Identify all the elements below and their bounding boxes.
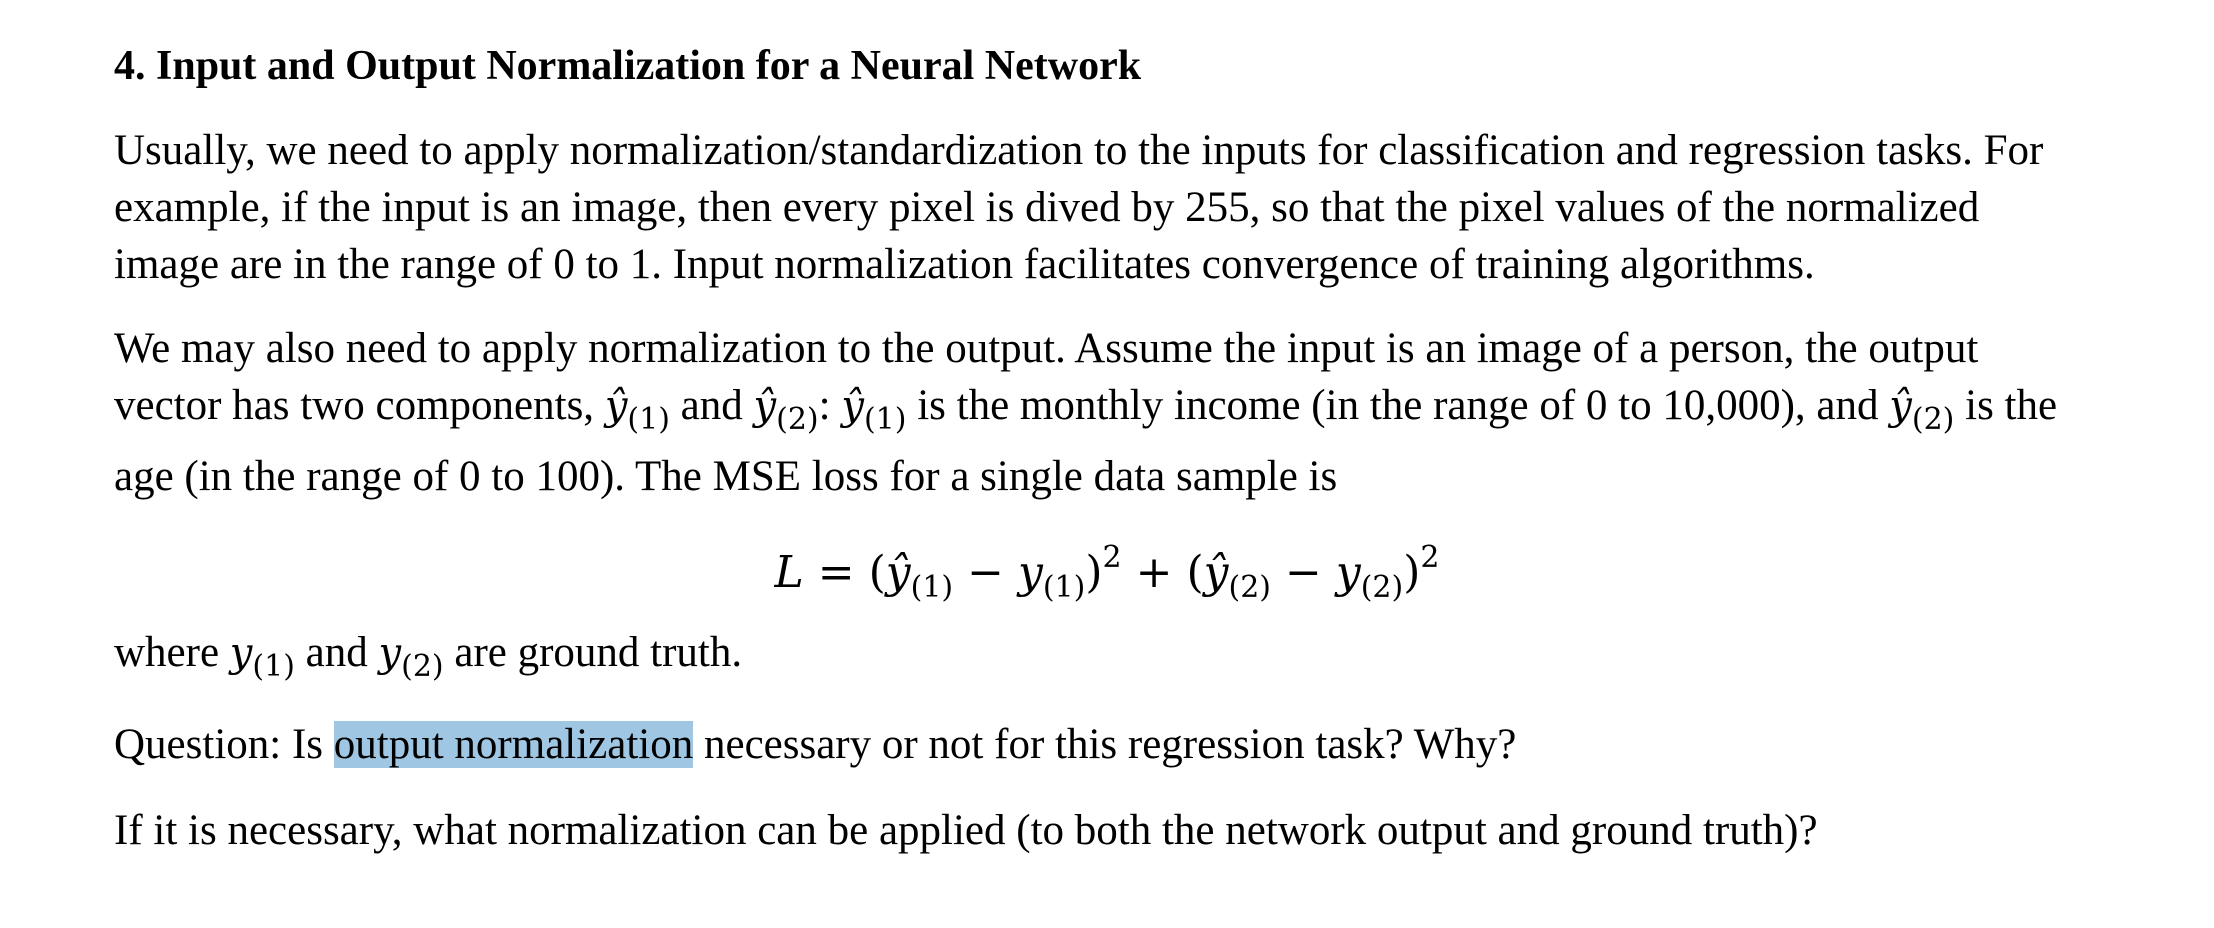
math-yhat-1: $ŷ_{(1)}$ <box>841 383 907 437</box>
paragraph-output-normalization <box>114 320 2148 505</box>
followup-question: If it is necessary, what normalization can be applied (to both the network output and ground truth)? <box>114 807 1818 854</box>
para2-text: : <box>818 382 842 429</box>
para2-line-3: age (in the range of 0 to 100). The MSE loss for a single data sample is <box>114 453 1338 500</box>
math-yhat-1: $ŷ_{(1)}$ <box>604 383 670 437</box>
paragraph-input-normalization <box>114 122 2148 293</box>
math-yhat-2: $ŷ_{(2)}$ <box>1889 383 1955 437</box>
para1-line-2: example, if the input is an image, then every pixel is dived by 255, so that the pixel values of the normalized <box>114 184 1980 231</box>
para2-text: is the <box>1954 382 2058 429</box>
para2-text: vector has two components, <box>114 382 605 429</box>
para2-text: is the monthly income (in the range of 0 to 10,000), and <box>906 382 1890 429</box>
selected-text-highlight[interactable]: output normalization <box>333 721 694 768</box>
para1-line-3: image are in the range of 0 to 1. Input normalization facilitates convergence of training algorithms. <box>114 241 1815 288</box>
paragraph-ground-truth: where $y_{(1)}$ and $y_{(2)}$ are ground truth. <box>114 629 743 684</box>
math-y-1: $y_{(1)}$ <box>229 630 295 684</box>
mse-loss-equation: $L = (ŷ_{(1)} - y_{(1)})^2$ + $(ŷ_{(2)} - y_{(2)})^2$ <box>774 540 1440 605</box>
para1-line-1: Usually, we need to apply normalization/standardization to the inputs for classification and regression tasks. For <box>114 127 2044 174</box>
para2-line-2 <box>114 377 2148 448</box>
math-yhat-2: $ŷ_{(2)}$ <box>753 383 819 437</box>
para2-line-1: We may also need to apply normalization to the output. Assume the input is an image of a person, the output <box>114 325 1979 372</box>
math-y-2: $y_{(2)}$ <box>378 630 444 684</box>
para2-text: and <box>669 382 754 429</box>
question-line: Question: Is output normalization necessary or not for this regression task? Why? <box>114 721 1517 768</box>
section-heading: 4. Input and Output Normalization for a Neural Network <box>114 43 1142 89</box>
